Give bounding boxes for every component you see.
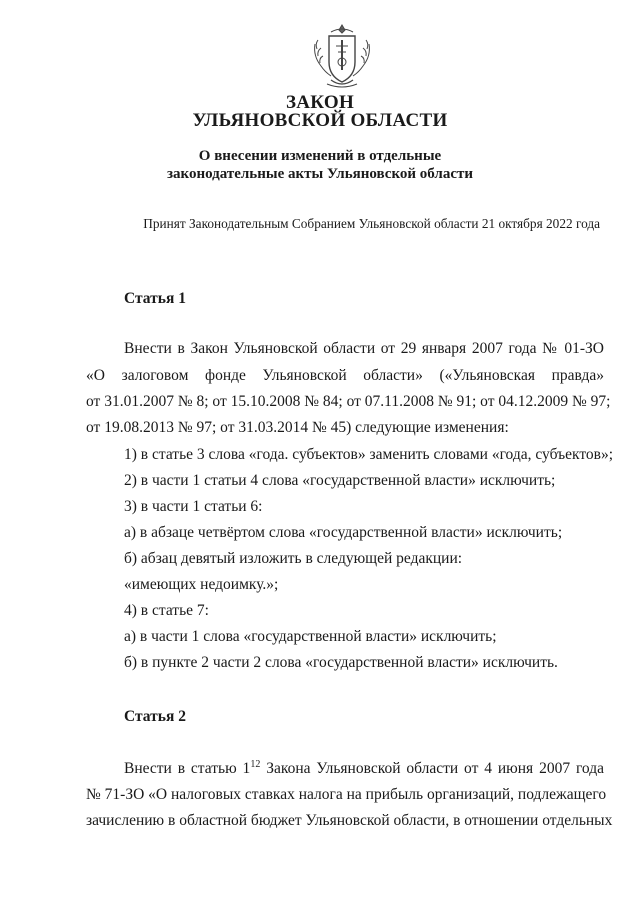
article-1-item: б) в пункте 2 части 2 слова «государственной власти» исключить. [124,654,558,671]
article-1-item: б) абзац девятый изложить в следующей редакции: [124,550,463,567]
article-1-line: от 31.01.2007 № 8; от 15.10.2008 № 84; от 07.11.2008 № 91; от 04.12.2009 № 97; [86,393,611,410]
article-2-text: Закона Ульяновской области от 4 июня 2007 года [260,760,604,777]
coat-of-arms-icon [309,22,375,90]
law-title-region: УЛЬЯНОВСКОЙ ОБЛАСТИ [192,110,448,131]
adoption-note: Принят Законодательным Собранием Ульяновской области 21 октября 2022 года [143,216,600,231]
article-2-line [124,760,604,778]
article-2-line: № 71-ЗО «О налоговых ставках налога на прибыль организаций, подлежащего [86,786,607,803]
article-1-heading: Статья 1 [124,290,186,307]
article-2-line: зачислению в областной бюджет Ульяновской области, в отношении отдельных [86,812,613,829]
article-1-item: 3) в части 1 статьи 6: [124,498,263,515]
law-subtitle-line2: законодательные акты Ульяновской области [166,166,474,182]
article-1-item: 4) в статье 7: [124,602,209,619]
law-subtitle-line1: О внесении изменений в отдельные [198,148,442,164]
article-1-item: «имеющих недоимку.»; [124,576,279,593]
article-1-item: 2) в части 1 статьи 4 слова «государственной власти» исключить; [124,472,556,489]
article-2-text: Внести в статью 1 [124,760,251,777]
article-1-item: а) в части 1 слова «государственной власти» исключить; [124,628,497,645]
article-1-item: а) в абзаце четвёртом слова «государственной власти» исключить; [124,524,563,541]
article-2-superscript: 12 [250,758,261,770]
article-2-heading: Статья 2 [124,708,186,725]
article-1-item: 1) в статье 3 слова «года. субъектов» заменить словами «года, субъектов»; [124,446,614,463]
article-1-line: Внести в Закон Ульяновской области от 29 января 2007 года № 01-ЗО [124,340,604,357]
article-1-line: «О залоговом фонде Ульяновской области» («Ульяновская правда» [86,367,604,384]
article-1-line: от 19.08.2013 № 97; от 31.03.2014 № 45) следующие изменения: [86,419,509,436]
law-title: ЗАКОН [285,92,355,113]
